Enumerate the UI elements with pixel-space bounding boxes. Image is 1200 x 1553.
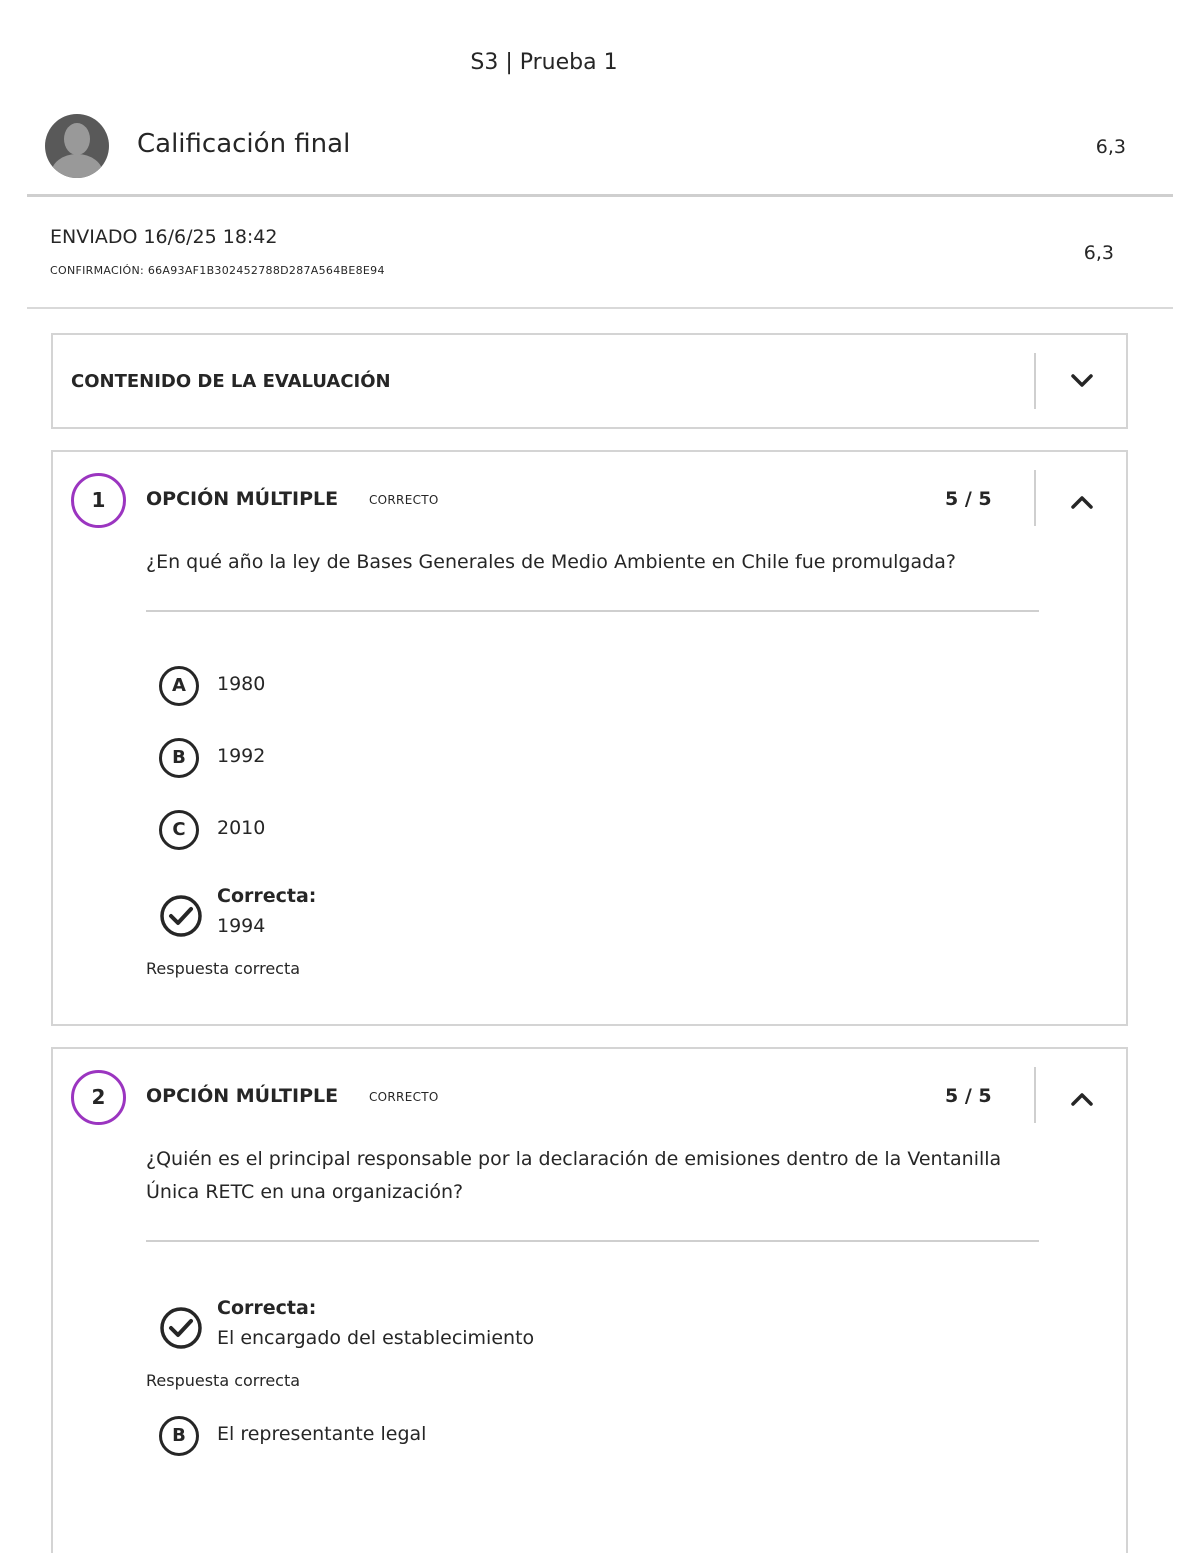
feedback-text: Respuesta correcta: [146, 959, 301, 978]
option-letter-c: C: [159, 810, 199, 850]
question-card: [51, 450, 1128, 1026]
question-text: ¿En qué año la ley de Bases Generales de Medio Ambiente en Chile fue promulgada?: [146, 551, 956, 573]
final-grade-value: 6,3: [1095, 136, 1126, 158]
question-separator: [1034, 470, 1036, 526]
option-letter-b: B: [159, 738, 199, 778]
option-letter-a: A: [159, 666, 199, 706]
chevron-up-icon[interactable]: [1067, 487, 1097, 517]
option-text: 1980: [217, 673, 266, 695]
question-number: 1: [71, 473, 126, 528]
question-type: OPCIÓN MÚLTIPLE: [146, 488, 339, 510]
question-card: [51, 1047, 1128, 1553]
option-text: 2010: [217, 817, 266, 839]
submitted-date: ENVIADO 16/6/25 18:42: [50, 226, 278, 248]
panel-separator: [1034, 353, 1036, 409]
correct-value: El encargado del establecimiento: [217, 1327, 535, 1349]
correct-label: Correcta:: [217, 1297, 317, 1319]
grade-title: Calificación final: [137, 129, 351, 159]
question-score: 5 / 5: [945, 488, 992, 510]
chevron-up-icon[interactable]: [1067, 1084, 1097, 1114]
question-text: ¿Quién es el principal responsable por la declaración de emisiones dentro de la Ventanilla Única RETC en una organización?: [146, 1148, 1002, 1203]
check-circle-icon: [159, 894, 203, 938]
question-number: 2: [71, 1070, 126, 1125]
feedback-text: Respuesta correcta: [146, 1371, 301, 1390]
check-circle-icon: [159, 1306, 203, 1350]
chevron-down-icon[interactable]: [1067, 366, 1097, 396]
submission-divider: [27, 307, 1173, 309]
header-divider: [27, 194, 1173, 197]
correct-label: Correcta:: [217, 885, 317, 907]
question-status: CORRECTO: [369, 1090, 439, 1104]
question-separator: [1034, 1067, 1036, 1123]
option-letter-b: B: [159, 1416, 199, 1456]
assessment-content-panel[interactable]: [51, 333, 1128, 429]
confirmation-code: CONFIRMACIÓN: 66A93AF1B302452788D287A564BE8E94: [50, 264, 385, 277]
assessment-content-label: CONTENIDO DE LA EVALUACIÓN: [71, 371, 391, 392]
grade-header: [45, 114, 1130, 180]
question-status: CORRECTO: [369, 493, 439, 507]
page-title: S3 | Prueba 1: [470, 50, 618, 75]
question-divider: [146, 610, 1039, 612]
question-type: OPCIÓN MÚLTIPLE: [146, 1085, 339, 1107]
question-divider: [146, 1240, 1039, 1242]
correct-value: 1994: [217, 915, 266, 937]
avatar: [45, 114, 109, 178]
option-text: 1992: [217, 745, 266, 767]
question-score: 5 / 5: [945, 1085, 992, 1107]
attempt-grade: 6,3: [1083, 242, 1114, 264]
option-text: El representante legal: [217, 1423, 427, 1445]
